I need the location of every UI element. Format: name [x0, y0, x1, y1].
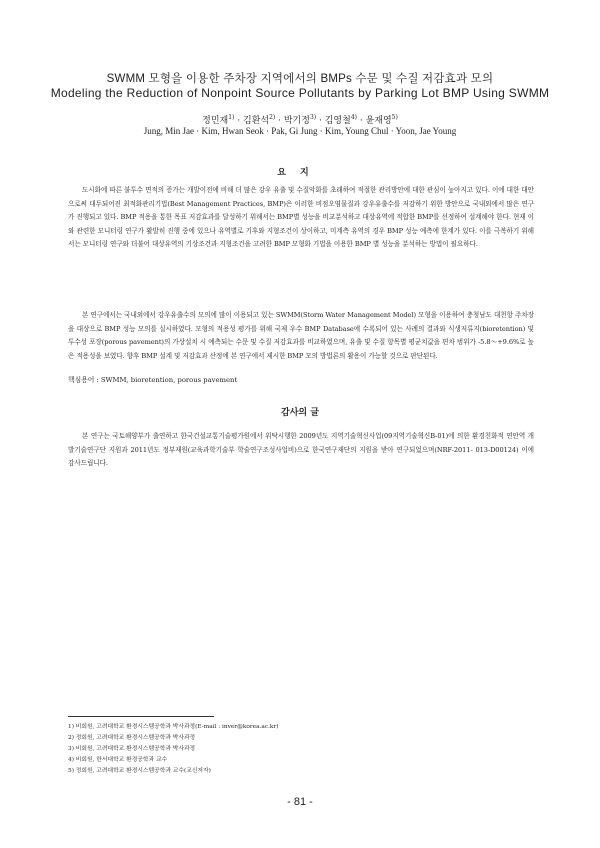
- author-separator: ·: [234, 116, 243, 126]
- footnotes: [68, 722, 278, 777]
- author-2: 김환석$^{2)}$: [243, 114, 276, 126]
- author-1: 정민재$^{1)}$: [202, 114, 235, 126]
- page-number: - 81 -: [287, 796, 313, 808]
- authors-english: Jung, Min Jae · Kim, Hwan Seok · Pak, Gi Jung · Kim, Young Chul · Yoon, Jae Young: [143, 126, 457, 136]
- author-4: 김영철$^{4)}$: [324, 114, 357, 126]
- author-separator: ·: [356, 116, 366, 126]
- abstract-paragraph-2: 본 연구에서는 국내외에서 강우유출수의 모의에 많이 이용되고 있는 SWMM(Storm Water Management Model) 모형을 이용하여 충청남도 대천항 주차장을 대상으로 BMP 성능 모의를 실시하였다. 모형의 적용성 평가를 위해 국제 우수 BMP Database에 수록되어 있는 사례의 결과와 식생저류지(bioretention) 및 투수성 포장(porous pavement)의 가상설치 시 예측되는 수문 및 수질 저감효과를 비교하였으며, 유출 및 수질 항목별 평균치값을 편차 범위가 -5.8～+9.6%로 높은 적용성을 보였다. 향후 BMP 설계 및 저감효과 산정에 본 연구에서 제시한 BMP 모의 방법론의 활용이 가능할 것으로 판단된다.: [68, 311, 534, 360]
- author-3: 박기정$^{3)}$: [283, 114, 317, 126]
- author-separator: ·: [275, 116, 284, 126]
- author-separator: ·: [316, 116, 325, 126]
- footnote: 1) 비회원, 고려대학교 환경시스템공학과 박사과정(E-mail : inver@korea.ac.kr): [68, 724, 279, 730]
- footnote: 3) 비회원, 고려대학교 환경시스템공학과 박사과정: [68, 746, 196, 752]
- abstract-paragraph-1: 도시화에 따른 불투수 면적의 증가는 개발이전에 비해 더 많은 강우 유출 및 수질악화를 초래하여 적절한 관리방안에 대한 관심이 높아지고 있다. 이에 대한 대안으로써 대두되어진 최적화관리기법(Best Management Practices, BMP)은 이러한 비점오염물질과 강우유출수를 저감하기 위한 방안으로 국내외에서 많은 연구가 진행되고 있다. BMP 적용을 통한 목표 저감효과를 달성하기 위해서는 BMP별 성능을 비교분석하고 대상유역에 적합한 BMP를 선정하여 설계해야 한다. 현재 이와 관련한 모니터링 연구가 활발히 진행 중에 있으나 유역별로 기후와 지형조건이 상이하고, 미계측 유역의 경우 BMP 성능 예측에 한계가 있다. 이를 극복하기 위해서는 모니터링 연구와 더불어 대상유역의 기상조건과 지형조건을 고려한 BMP 모형화 기법을 이용한 BMP 별 성능을 분석하는 방법이 필요하다.: [68, 186, 534, 249]
- acknowledgement-heading: 감사의 글: [281, 408, 319, 418]
- acknowledgement-text: 본 연구는 국토해양부가 출연하고 한국건설교통기술평가원에서 위탁시행한 2009년도 지역기술혁신사업(09지역기술혁신B-01)에 의한 환경친화적 연안역 개발기술연구단 지원과 2011년도 정부재원(교육과학기술부 학술연구조성사업비)으로 한국연구재단의 지원을 받아 연구되었으며(NRF-2011- 013-D00124) 이에 감사드립니다.: [68, 432, 534, 468]
- author-5: 윤재영$^{5)}$: [365, 114, 398, 126]
- footnote: 5) 정회원, 고려대학교 환경시스템공학과 교수(교신저자): [68, 768, 211, 774]
- authors-korean: [0, 113, 600, 126]
- title-korean: SWMM 모형을 이용한 주차장 지역에서의 BMPs 수문 및 수질 저감효과 모의: [106, 73, 494, 85]
- keywords: 핵심용어 : SWMM, bioretention, porous pavement: [68, 376, 238, 384]
- abstract-heading: 요지: [277, 168, 323, 178]
- footnote-divider: [68, 716, 214, 717]
- footnote: 4) 비회원, 한서대학교 환경공학과 교수: [68, 757, 168, 763]
- title-english: Modeling the Reduction of Nonpoint Source Pollutants by Parking Lot BMP Using SWMM: [50, 86, 550, 100]
- footnote: 2) 정회원, 고려대학교 환경시스템공학과 박사과정: [68, 735, 196, 741]
